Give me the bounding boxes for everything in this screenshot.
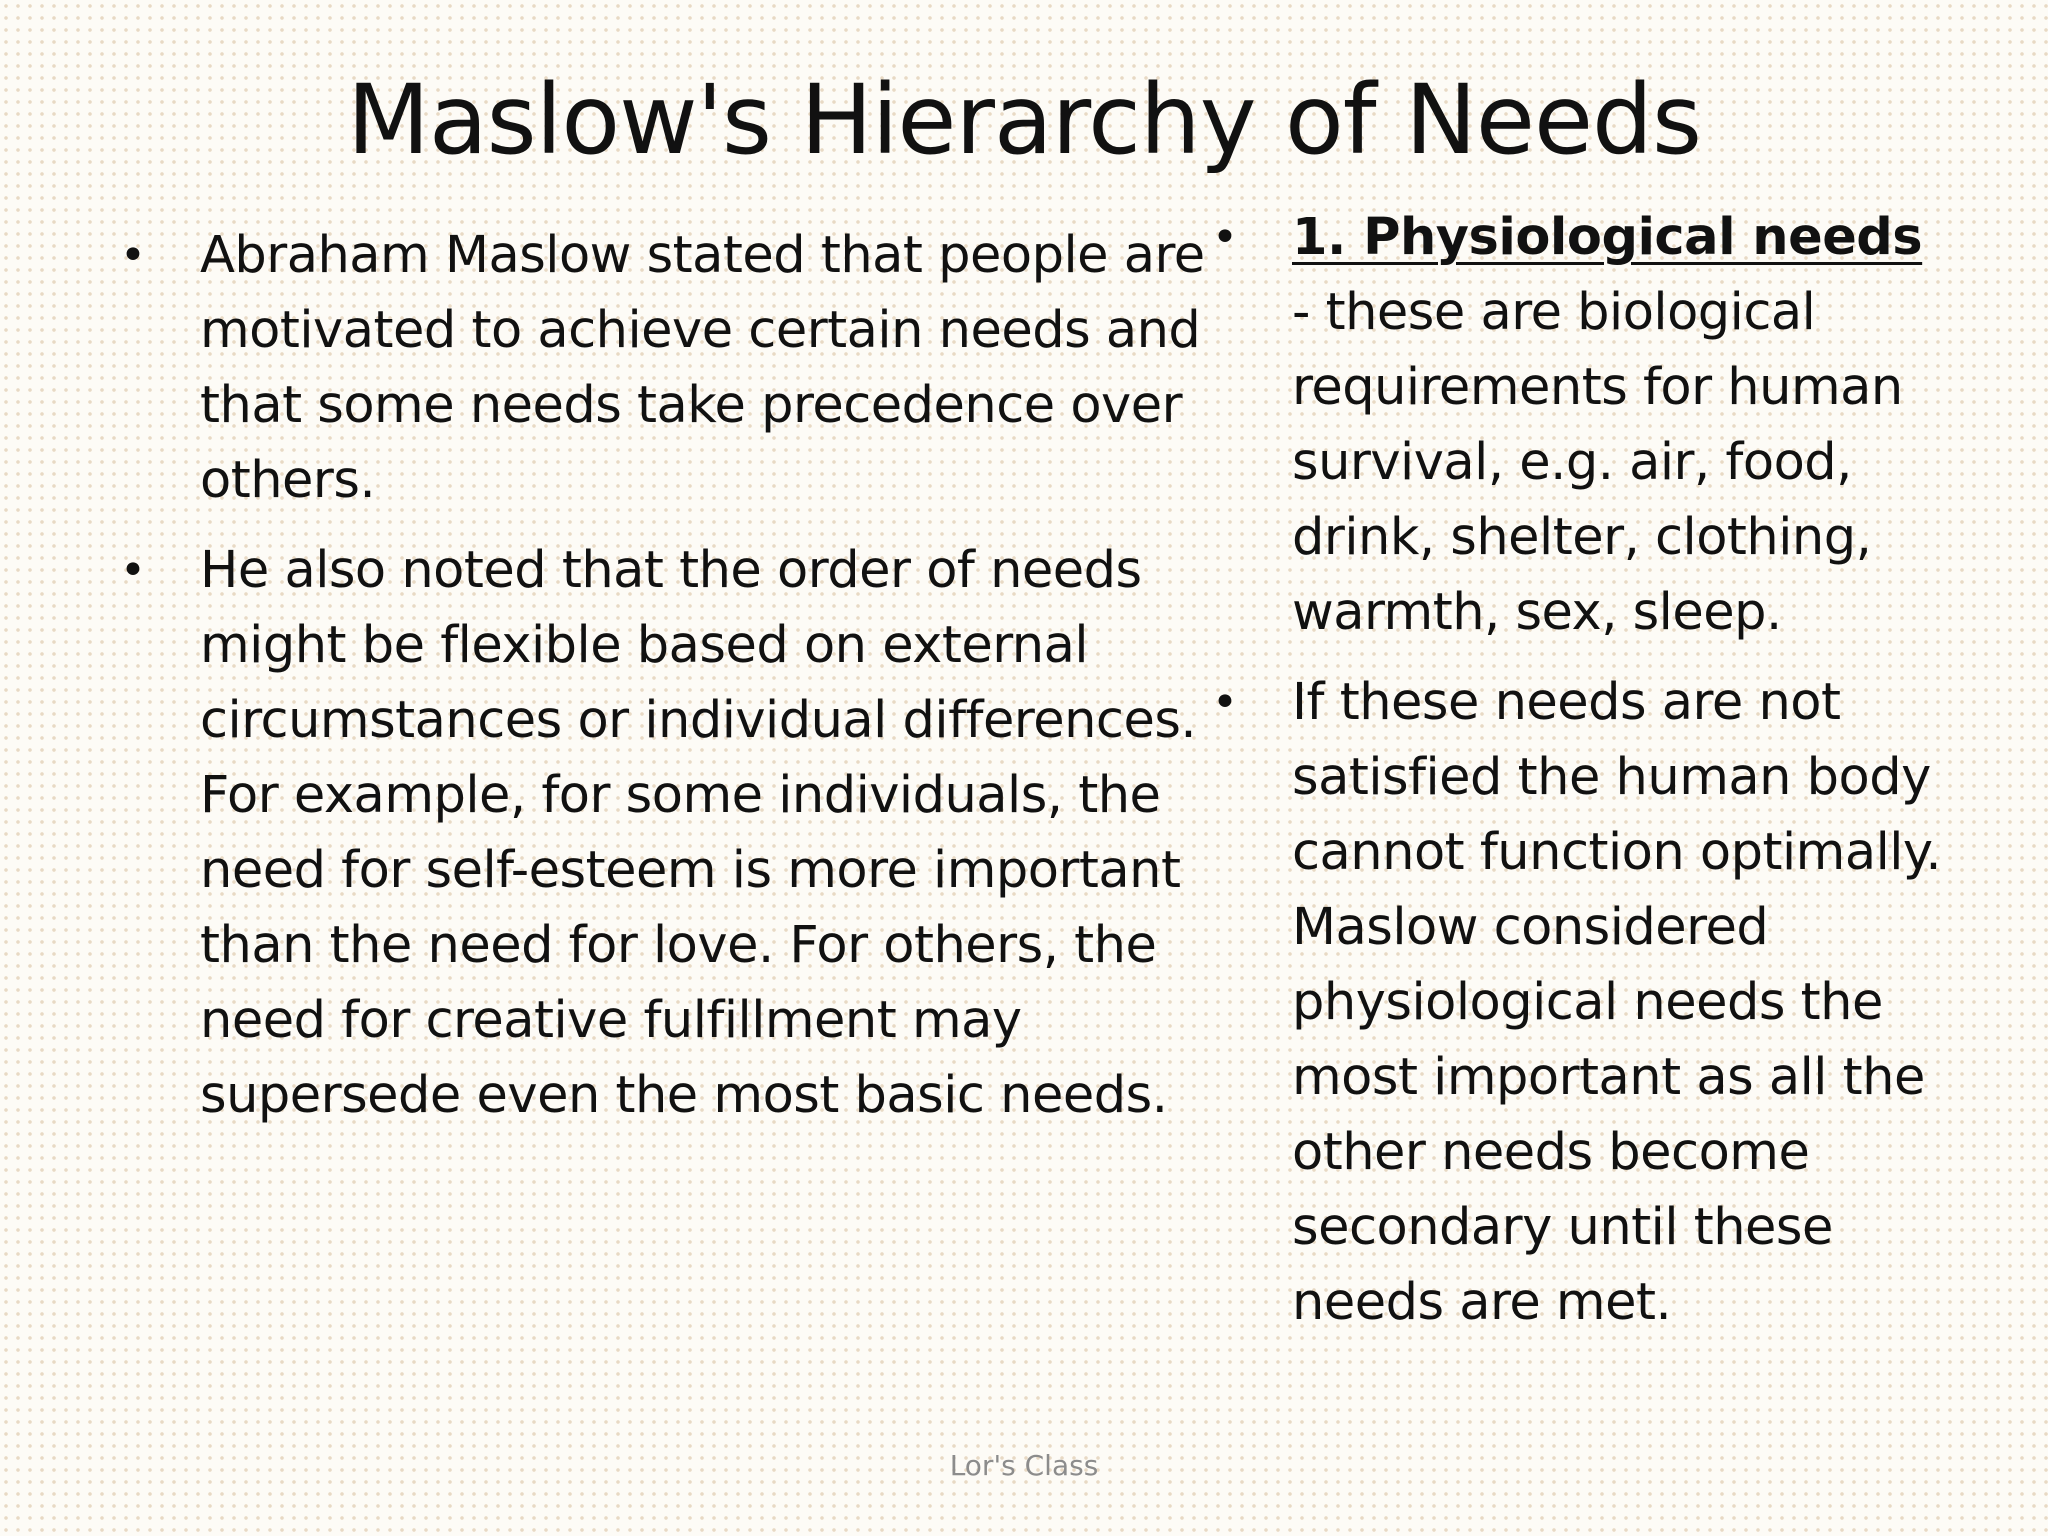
left-column-list bbox=[118, 218, 1208, 1148]
list-item bbox=[1210, 665, 1950, 1340]
list-item bbox=[1210, 200, 1950, 650]
bullet-icon: • bbox=[1212, 677, 1238, 728]
bullet-icon: • bbox=[1212, 212, 1238, 263]
bullet-text: - these are biological requirements for human survival, e.g. air, food, drink, shelter, clothing, warmth, sex, sleep. bbox=[1292, 283, 1903, 642]
bullet-text: Abraham Maslow stated that people are motivated to achieve certain needs and that some needs take precedence over others. bbox=[200, 226, 1205, 510]
bullet-icon: • bbox=[120, 545, 146, 596]
bullet-text: He also noted that the order of needs might be flexible based on external circumstances or individual differences. For example, for some individuals, the need for self-esteem is more important than the need for love. For others, the need for creative fulfillment may supersede even the most basic needs. bbox=[200, 541, 1197, 1125]
bullet-text: If these needs are not satisfied the human body cannot function optimally. Maslow considered physiological needs the most important as all the other needs become secondary until these needs are met. bbox=[1292, 673, 1942, 1332]
list-item bbox=[118, 533, 1208, 1133]
list-item bbox=[118, 218, 1208, 518]
slide-title: Maslow's Hierarchy of Needs bbox=[347, 64, 1701, 176]
bullet-icon: • bbox=[120, 230, 146, 281]
slide-footer: Lor's Class bbox=[949, 1449, 1099, 1482]
physiological-needs-term: 1. Physiological needs bbox=[1292, 208, 1923, 267]
right-column-list bbox=[1210, 200, 1950, 1355]
